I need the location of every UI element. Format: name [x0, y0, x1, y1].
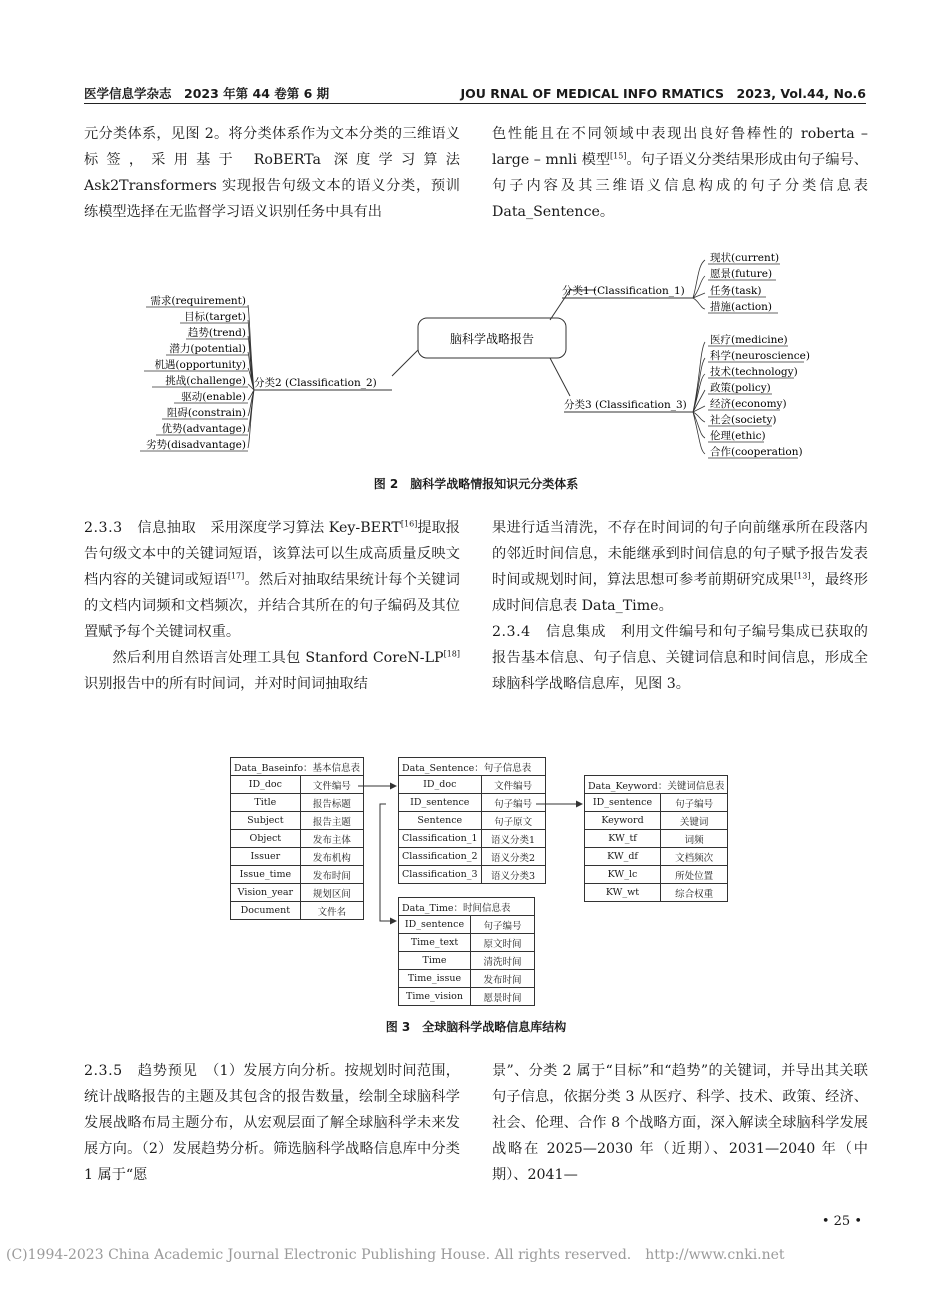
table-title: Data_Time：时间信息表: [399, 898, 535, 916]
class3-item: 技术(technology): [710, 366, 798, 378]
top-right-column: [492, 121, 868, 225]
class1-label: 分类1 (Classification_1): [562, 285, 685, 297]
paragraph: 景”、分类 2 属于“目标”和“趋势”的关键词，并导出其关联句子信息，依据分类 3 从医疗、科学、技术、政策、经济、社会、伦理、合作 8 个战略方面，深入解读全球脑科学发展战略在 2025—2030 年（近期）、2031—2040 年（中期）、2041—: [492, 1063, 868, 1183]
class1-item: 现状(current): [710, 252, 780, 264]
class3-item: 社会(society): [710, 414, 777, 426]
table-sentence: Data_Sentence：句子信息表 ID_doc 文件编号 ID_sentence 句子编号 Sentence 句子原文 Classification_1 语义分类1 Classification_2 语义分类2 Classification_3 语义分类3: [398, 757, 546, 884]
class2-item: 优势(advantage): [161, 423, 246, 435]
paragraph: 色性能且在不同领域中表现出良好鲁棒性的 roberta – large – mnli 模型[15]。句子语义分类结果形成由句子编号、句子内容及其三维语义信息构成的句子分类信息表 Data_Sentence。: [492, 126, 868, 220]
class3-item: 伦理(ethic): [710, 430, 766, 442]
figure2-mindmap: [130, 250, 820, 466]
citation: [18]: [443, 649, 460, 659]
mindmap-center: 脑科学战略报告: [449, 332, 535, 346]
class3-items: [693, 333, 810, 458]
class2-item: 挑战(challenge): [165, 375, 246, 387]
class2-item: 需求(requirement): [150, 295, 246, 307]
paragraph: 元分类体系，见图 2。将分类体系作为文本分类的三维语义标签，采用基于 RoBERTa 深度学习算法 Ask2Transformers 实现报告句级文本的语义分类，预训练模型选择在无监督学习语义识别任务中具有出: [84, 126, 460, 220]
paragraph: 2.3.3 信息抽取 采用深度学习算法 Key-BERT[16]提取报告句级文本中的关键词短语，该算法可以生成高质量反映文档内容的关键词或短语[17]。然后对抽取结果统计每个关键词的文档内词频和文档频次，并结合其所在的句子编码及其位置赋予每个关键词权重。: [84, 519, 460, 640]
class3-label: 分类3 (Classification_3): [564, 399, 687, 411]
top-left-column: [84, 121, 460, 225]
figure3-caption: 图 3 全球脑科学战略信息库结构: [385, 1020, 567, 1034]
citation: [13]: [794, 571, 811, 581]
journal-name-cn: 医学信息学杂志 2023 年第 44 卷第 6 期: [84, 86, 330, 101]
class1-item: 任务(task): [710, 285, 762, 297]
class2-items: [140, 294, 254, 451]
journal-name-en: JOU RNAL OF MEDICAL INFO RMATICS 2023, Vol.44, No.6: [460, 86, 866, 101]
section-233-right: [492, 515, 868, 697]
class3-item: 经济(economy): [710, 398, 787, 410]
class2-item: 劣势(disadvantage): [145, 439, 246, 451]
citation: [16]: [400, 519, 418, 529]
class2-item: 阻碍(constrain): [166, 407, 246, 419]
copyright-footer: (C)1994-2023 China Academic Journal Electronic Publishing House. All rights reserved. http://www.cnki.net: [6, 1247, 785, 1263]
class1-item: 愿景(future): [710, 268, 773, 280]
table-title: Data_Sentence：句子信息表: [399, 758, 546, 776]
figure2-caption: 图 2 脑科学战略情报知识元分类体系: [373, 477, 579, 491]
page-number: • 25 •: [821, 1214, 862, 1229]
class3-item: 政策(policy): [710, 382, 771, 394]
citation: [15]: [610, 151, 627, 161]
class2-item: 机遇(opportunity): [154, 359, 246, 371]
section-235-left: [84, 1058, 460, 1188]
section-heading: 2.3.5 趋势预见: [84, 1063, 198, 1079]
class1-items: [693, 251, 780, 313]
paragraph: 2.3.5 趋势预见 （1）发展方向分析。按规划时间范围，统计战略报告的主题及其包含的报告数量，绘制全球脑科学发展战略布局主题分布，从宏观层面了解全球脑科学未来发展方向。（2）发展趋势分析。筛选脑科学战略信息库中分类 1 属于“愿: [84, 1063, 460, 1183]
section-233-left: [84, 515, 460, 697]
class2-item: 潜力(potential): [169, 343, 246, 355]
figure3-connectors: [356, 780, 596, 930]
paragraph: 2.3.4 信息集成 利用文件编号和句子编号集成已获取的报告基本信息、句子信息、关键词信息和时间信息，形成全球脑科学战略信息库，见图 3。: [492, 624, 868, 692]
section-235-right: [492, 1058, 868, 1188]
class1-item: 措施(action): [710, 301, 772, 313]
table-keyword: Data_Keyword：关键词信息表 ID_sentence 句子编号 Keyword 关键词 KW_tf 词频 KW_df 文档频次 KW_lc 所处位置 KW_wt 综合权重: [584, 775, 728, 902]
class3-item: 医疗(medicine): [710, 334, 788, 346]
class2-item: 趋势(trend): [187, 327, 246, 339]
section-heading: 2.3.4 信息集成: [492, 624, 607, 640]
running-header: [84, 82, 866, 104]
paragraph: 果进行适当清洗，不存在时间词的句子向前继承所在段落内的邻近时间信息，未能继承到时间信息的句子赋予报告发表时间或规划时间，算法思想可参考前期研究成果[13]，最终形成时间信息表 Data_Time。: [492, 520, 868, 614]
section-heading: 2.3.3 信息抽取: [84, 520, 197, 536]
class2-item: 目标(target): [184, 311, 246, 323]
class2-label: 分类2 (Classification_2): [254, 377, 377, 389]
citation: [17]: [227, 571, 245, 581]
table-baseinfo: Data_Baseinfo：基本信息表 ID_doc 文件编号 Title 报告标题 Subject 报告主题 Object 发布主体 Issuer 发布机构 Issue_time 发布时间 Vision_year 规划区间 Document 文件名: [230, 757, 364, 920]
class2-item: 驱动(enable): [181, 391, 246, 403]
paragraph: 然后利用自然语言处理工具包 Stanford CoreN-LP[18]识别报告中的所有时间词，并对时间词抽取结: [84, 649, 460, 692]
class3-item: 合作(cooperation): [710, 446, 803, 458]
class3-item: 科学(neuroscience): [710, 350, 810, 362]
table-title: Data_Baseinfo：基本信息表: [231, 758, 364, 776]
table-time: Data_Time：时间信息表 ID_sentence 句子编号 Time_text 原文时间 Time 清洗时间 Time_issue 发布时间 Time_vision 愿景时间: [398, 897, 535, 1006]
table-title: Data_Keyword：关键词信息表: [585, 776, 728, 794]
